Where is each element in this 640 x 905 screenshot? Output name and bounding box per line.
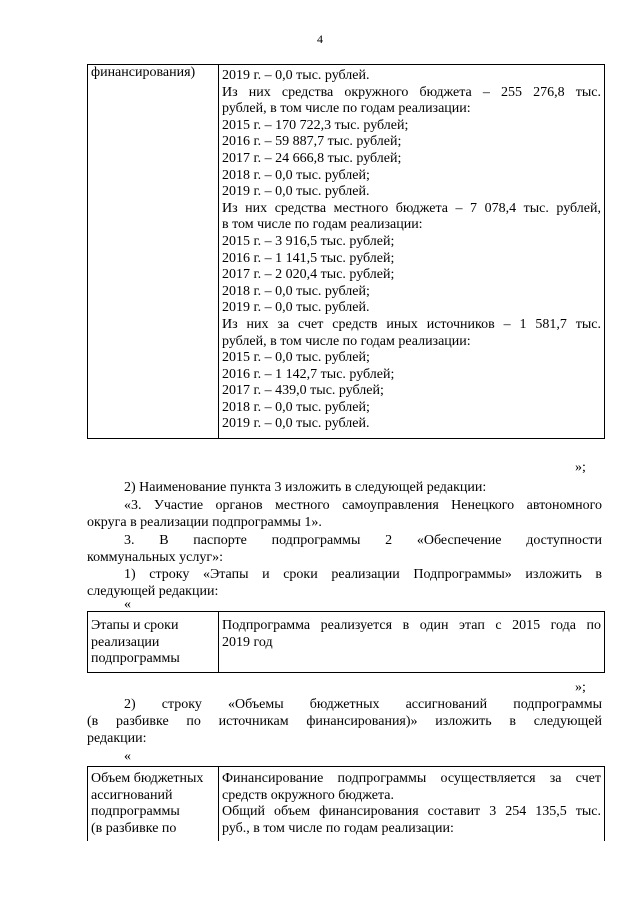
paragraph-3-2-line3: редакции:	[87, 731, 147, 746]
paragraph-3-1-line1: 1) строку «Этапы и сроки реализации Подпрограммы» изложить в	[124, 567, 602, 582]
table3-right-line3: Общий объем финансирования составит 3 254 135,5 тыс.	[222, 804, 601, 820]
table1-line: в том числе по годам реализации:	[222, 217, 423, 233]
paragraph-3-2-line2: (в разбивке по источникам финансирования)» изложить в следующей	[87, 714, 602, 729]
table2-left-line: подпрограммы	[91, 651, 180, 667]
paragraph-3-line2: коммунальных услуг»:	[87, 550, 223, 565]
table1-line: 2018 г. – 0,0 тыс. рублей;	[222, 399, 370, 415]
stages-table	[87, 611, 605, 673]
opening-quote: «	[124, 749, 131, 764]
table1-line: 2017 г. – 439,0 тыс. рублей;	[222, 383, 384, 399]
table1-line: 2016 г. – 59 887,7 тыс. рублей;	[222, 134, 402, 150]
funding-table-continued	[87, 64, 605, 439]
paragraph-quote-line1: «3. Участие органов местного самоуправления Ненецкого автономного	[124, 498, 602, 513]
table2-left-cell	[88, 612, 219, 673]
table3-left-line: подпрограммы	[91, 804, 180, 820]
table1-line: Из них средства окружного бюджета – 255 276,8 тыс.	[222, 84, 601, 100]
table1-line: 2015 г. – 3 916,5 тыс. рублей;	[222, 233, 395, 249]
table3-left-line: (в разбивке по	[91, 820, 177, 836]
table3-left-line: Объем бюджетных	[91, 771, 204, 786]
paragraph-quote-line2: округа в реализации подпрограммы 1».	[87, 515, 322, 530]
table1-line: 2019 г. – 0,0 тыс. рублей.	[222, 300, 370, 316]
table1-line: 2016 г. – 1 142,7 тыс. рублей;	[222, 366, 395, 382]
table1-line: 2018 г. – 0,0 тыс. рублей;	[222, 167, 370, 183]
closing-quote: »;	[575, 680, 586, 695]
table3-right-line4: руб., в том числе по годам реализации:	[222, 820, 454, 836]
table1-line: 2016 г. – 1 141,5 тыс. рублей;	[222, 250, 395, 266]
table1-line: рублей, в том числе по годам реализации:	[222, 333, 471, 349]
table3-right-cell	[219, 767, 605, 842]
table1-line: 2015 г. – 0,0 тыс. рублей;	[222, 350, 370, 366]
paragraph-3-line1: 3. В паспорте подпрограммы 2 «Обеспечение доступности	[124, 533, 602, 548]
table2-left-line: реализации	[91, 634, 160, 650]
table1-left-cell	[88, 65, 219, 439]
paragraph-2: 2) Наименование пункта 3 изложить в следующей редакции:	[124, 480, 487, 495]
table1-line: 2019 г. – 0,0 тыс. рублей.	[222, 416, 370, 432]
table1-line: 2019 г. – 0,0 тыс. рублей.	[222, 68, 370, 83]
table1-right-cell	[219, 65, 605, 439]
table1-line: 2015 г. – 170 722,3 тыс. рублей;	[222, 117, 409, 133]
table2-right-line1: Подпрограмма реализуется в один этап с 2015 года по	[222, 618, 601, 633]
table2-right-line2: 2019 год	[222, 634, 273, 650]
closing-quote: »;	[575, 460, 586, 475]
table1-line: 2017 г. – 24 666,8 тыс. рублей;	[222, 150, 402, 166]
table2-left-line: Этапы и сроки	[91, 618, 179, 633]
table1-line: Из них за счет средств иных источников – 1 581,7 тыс.	[222, 316, 601, 332]
table3-left-cell	[88, 767, 219, 842]
table1-line: рублей, в том числе по годам реализации:	[222, 101, 471, 117]
table1-line: 2017 г. – 2 020,4 тыс. рублей;	[222, 267, 395, 283]
table1-left-text: финансирования)	[91, 65, 196, 80]
budget-allocation-table	[87, 766, 605, 841]
opening-quote: «	[124, 597, 131, 612]
table1-line: 2019 г. – 0,0 тыс. рублей.	[222, 184, 370, 200]
table2-right-cell	[219, 612, 605, 673]
table3-left-line: ассигнований	[91, 787, 173, 803]
page-number: 4	[317, 32, 323, 46]
table3-right-line2: средств окружного бюджета.	[222, 787, 394, 803]
table1-line: 2018 г. – 0,0 тыс. рублей;	[222, 283, 370, 299]
paragraph-quote	[124, 498, 602, 515]
paragraph-3-1-line2: следующей редакции:	[87, 584, 219, 599]
table1-line: Из них средства местного бюджета – 7 078,4 тыс. рублей,	[222, 200, 601, 216]
paragraph-3-2-line1: 2) строку «Объемы бюджетных ассигнований подпрограммы	[124, 697, 602, 712]
table3-right-line1: Финансирование подпрограммы осуществляется за счет	[222, 771, 601, 786]
